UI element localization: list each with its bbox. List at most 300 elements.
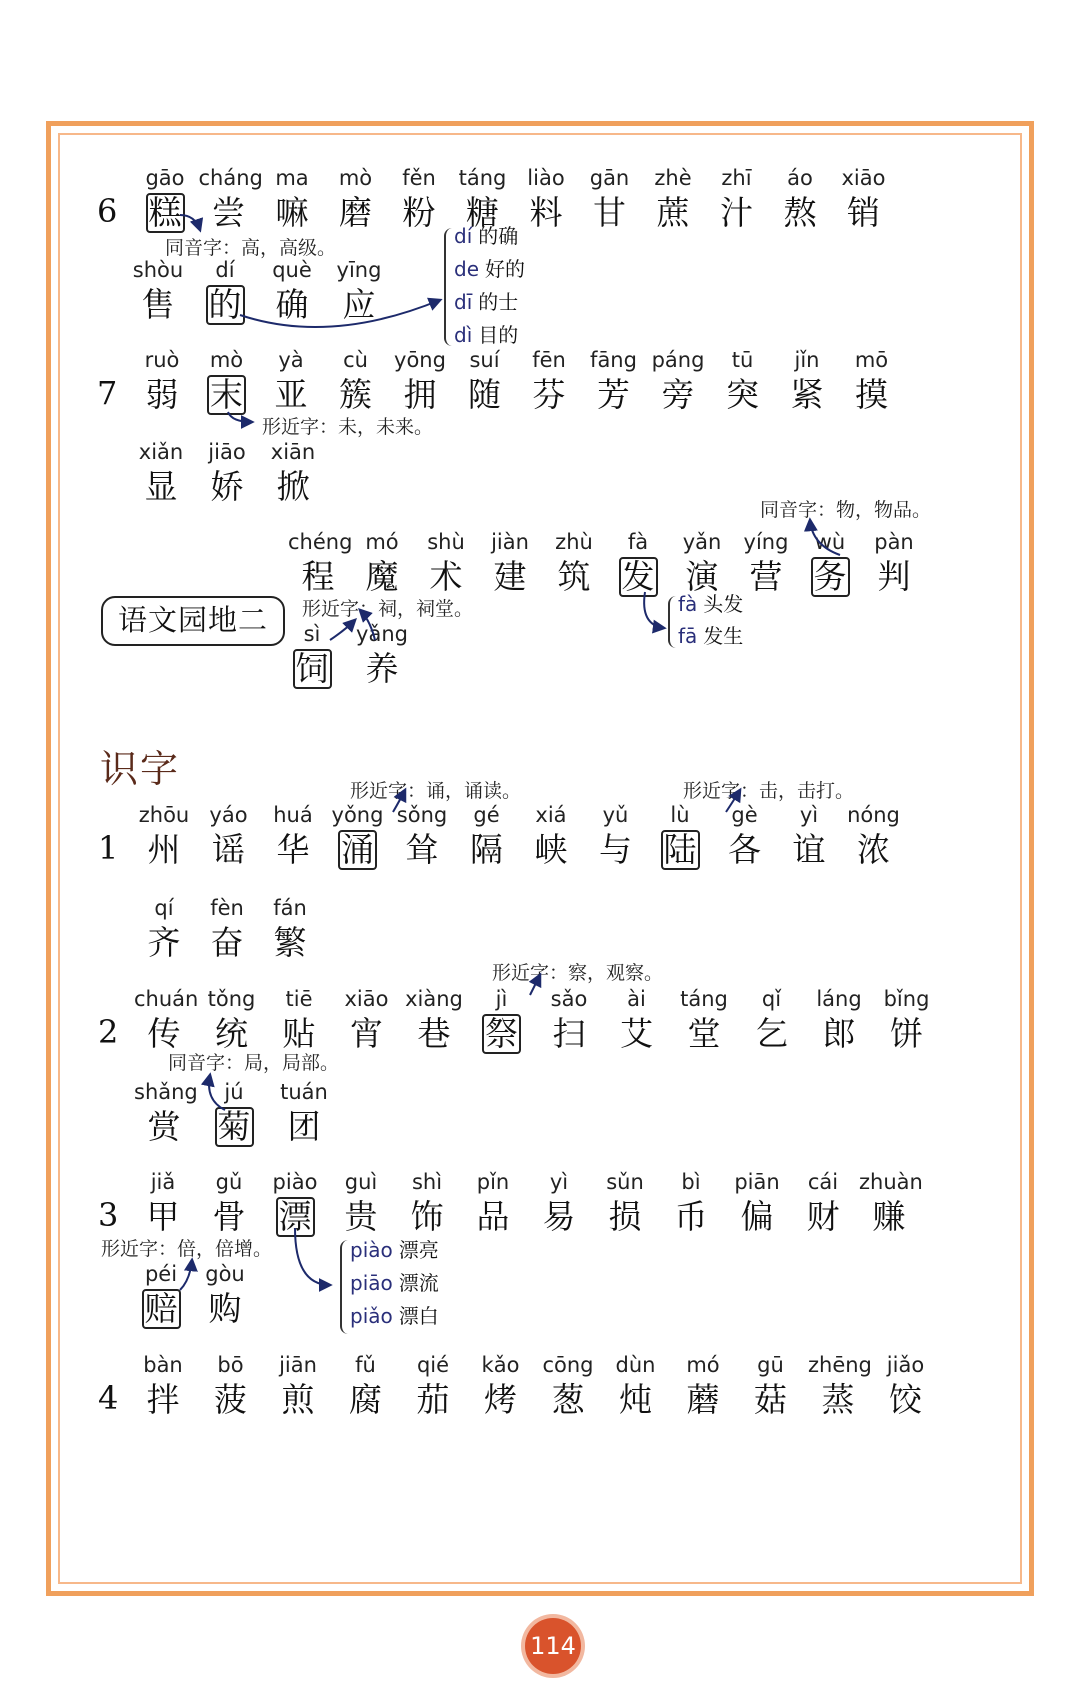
character (876, 1353, 936, 1421)
pinyin: xiān (270, 440, 316, 464)
reading-entry (350, 1267, 439, 1300)
character (741, 1353, 801, 1421)
pinyin: mō (854, 348, 889, 372)
character (331, 1170, 391, 1238)
highlighted-character (204, 1080, 264, 1148)
character (195, 1262, 255, 1330)
reading-pinyin: dì (454, 323, 473, 347)
pinyin: yì (549, 1170, 569, 1194)
reading-entry (350, 1234, 439, 1267)
hanzi: 汁 (720, 193, 753, 232)
item-number: 7 (97, 374, 118, 412)
pinyin: nóng (847, 803, 900, 827)
pinyin: bì (681, 1170, 701, 1194)
character (529, 1170, 589, 1238)
character (842, 348, 902, 416)
item-number: 2 (98, 1013, 119, 1051)
hanzi: 涌 (328, 829, 388, 871)
hanzi: 熬 (783, 193, 817, 232)
pinyin: dùn (615, 1353, 656, 1377)
pinyin: qié (416, 1353, 450, 1377)
character (643, 166, 703, 234)
hanzi: 葱 (551, 1380, 585, 1419)
pinyin: jiǎo (886, 1353, 925, 1377)
character (736, 530, 796, 598)
pinyin: láng (816, 987, 862, 1011)
item-number: 1 (98, 829, 119, 867)
character (128, 258, 188, 326)
hanzi: 耸 (405, 830, 439, 869)
character (403, 1353, 463, 1421)
reading-word: 的确 (478, 224, 519, 248)
hanzi: 华 (276, 830, 310, 869)
highlighted-character (135, 166, 195, 234)
hanzi: 齐 (147, 923, 181, 962)
pinyin: bō (217, 1353, 244, 1377)
pinyin: shù (427, 530, 465, 554)
character (539, 987, 599, 1055)
character (352, 530, 412, 598)
character (269, 987, 329, 1055)
pinyin: suí (469, 348, 500, 372)
reading-entry (350, 1300, 439, 1333)
pinyin: ài (627, 987, 646, 1011)
character (260, 896, 320, 964)
pinyin: jǐn (794, 348, 820, 372)
hanzi: 艾 (620, 1014, 653, 1053)
pinyin: jì (495, 987, 508, 1011)
hanzi: 发 (608, 556, 668, 598)
pinyin: xiǎn (138, 440, 184, 464)
character (197, 440, 257, 508)
hanzi: 统 (215, 1014, 248, 1053)
hanzi: 尝 (212, 193, 245, 232)
hanzi: 茄 (416, 1380, 450, 1419)
pinyin: páng (651, 348, 705, 372)
hanzi: 团 (287, 1107, 321, 1146)
pinyin: fāng (590, 348, 637, 372)
character (770, 166, 830, 234)
hanzi: 随 (468, 375, 501, 414)
hanzi: 陆 (650, 829, 710, 871)
hanzi: 筑 (557, 557, 591, 596)
hanzi: 料 (529, 193, 563, 232)
pinyin: bàn (143, 1353, 183, 1377)
character (519, 348, 579, 416)
hanzi: 养 (365, 649, 399, 688)
character (584, 348, 644, 416)
character (463, 1170, 523, 1238)
hanzi: 弱 (145, 375, 179, 414)
highlighted-character (608, 530, 668, 598)
pinyin: tiē (285, 987, 313, 1011)
pinyin: què (272, 258, 312, 282)
pinyin: pàn (874, 530, 914, 554)
pinyin: xiàng (405, 987, 463, 1011)
pinyin: liào (527, 166, 565, 190)
pinyin: zhù (555, 530, 593, 554)
character (471, 1353, 531, 1421)
hanzi: 糕 (135, 192, 195, 234)
character (134, 803, 194, 871)
hanzi: 繁 (273, 923, 307, 962)
reading-word: 漂流 (398, 1271, 439, 1295)
item-number: 4 (98, 1379, 119, 1417)
pinyin: yǒng (331, 803, 384, 827)
character (262, 258, 322, 326)
reading-word: 好的 (485, 257, 525, 281)
pinyin: fěn (402, 166, 436, 190)
pinyin: mó (365, 530, 399, 554)
reading-pinyin: piào (350, 1238, 393, 1262)
reading-word: 目的 (478, 323, 519, 347)
hanzi: 拥 (403, 375, 437, 414)
highlighted-character (265, 1170, 325, 1238)
pinyin: yǎn (682, 530, 722, 554)
hanzi: 亚 (274, 375, 308, 414)
note-yong: 形近字：诵，诵读。 (350, 780, 522, 802)
character (263, 440, 323, 508)
note-mo: 形近字：未，未来。 (262, 416, 434, 438)
pinyin: qí (154, 896, 174, 920)
hanzi: 煎 (281, 1380, 315, 1419)
pinyin: tū (731, 348, 754, 372)
pinyin: chuán (134, 987, 199, 1011)
pinyin: gé (473, 803, 500, 827)
character (707, 166, 767, 234)
hanzi: 币 (674, 1197, 708, 1236)
character (521, 803, 581, 871)
hanzi: 旁 (661, 375, 695, 414)
hanzi: 赔 (131, 1288, 191, 1330)
pinyin: tuán (280, 1080, 328, 1104)
hanzi: 掀 (276, 467, 310, 506)
character (859, 1170, 923, 1238)
pinyin: yǎng (356, 622, 408, 646)
character (262, 166, 322, 234)
character (133, 1170, 193, 1238)
highlighted-character (328, 803, 388, 871)
hanzi: 漂 (265, 1196, 325, 1238)
item-number: 3 (98, 1196, 119, 1234)
pinyin: gāo (145, 166, 185, 190)
character (201, 1353, 261, 1421)
reading-word: 漂白 (398, 1304, 439, 1328)
character (389, 166, 449, 234)
character (834, 166, 894, 234)
pinyin: shǎng (134, 1080, 198, 1104)
pinyin: fǔ (355, 1353, 376, 1377)
pinyin: xiāo (841, 166, 886, 190)
reading-pinyin: fà (678, 592, 698, 616)
reading-entry (678, 588, 743, 620)
pinyin: fán (273, 896, 307, 920)
character (131, 440, 191, 508)
character (586, 803, 646, 871)
highlighted-character (472, 987, 532, 1055)
pinyin: mò (338, 166, 373, 190)
pinyin: xiāo (344, 987, 389, 1011)
brace-list-fa (678, 588, 743, 652)
pinyin: xiá (535, 803, 567, 827)
character (199, 803, 259, 871)
hanzi: 售 (141, 285, 175, 324)
character (715, 803, 775, 871)
character (326, 166, 386, 234)
pinyin: bǐng (883, 987, 930, 1011)
character (607, 987, 667, 1055)
hanzi: 确 (275, 285, 309, 324)
hanzi: 浓 (857, 830, 890, 869)
pinyin: péi (144, 1262, 178, 1286)
character (595, 1170, 655, 1238)
character (808, 1353, 872, 1421)
hanzi: 粉 (402, 193, 436, 232)
hanzi: 宵 (350, 1014, 383, 1053)
hanzi: 隔 (470, 830, 503, 869)
pinyin: zhōu (138, 803, 190, 827)
reading-pinyin: dí (454, 224, 473, 248)
pinyin: sǎo (550, 987, 588, 1011)
character (329, 258, 389, 326)
pinyin: lù (670, 803, 690, 827)
hanzi: 堂 (687, 1014, 721, 1053)
character (134, 1080, 198, 1148)
hanzi: 祭 (472, 1013, 532, 1055)
pinyin: tǒng (207, 987, 256, 1011)
hanzi: 糖 (466, 193, 499, 232)
pinyin: dí (215, 258, 235, 282)
pinyin: wù (814, 530, 846, 554)
pinyin: gǔ (215, 1170, 243, 1194)
character (397, 1170, 457, 1238)
character (544, 530, 604, 598)
reading-pinyin: piǎo (350, 1304, 393, 1328)
hanzi: 财 (806, 1197, 840, 1236)
character (352, 622, 412, 690)
hanzi: 嘛 (275, 193, 309, 232)
character (674, 987, 734, 1055)
pinyin: gān (589, 166, 630, 190)
pinyin: gū (757, 1353, 784, 1377)
hanzi: 州 (147, 830, 181, 869)
hanzi: 摸 (855, 375, 888, 414)
pinyin: chéng (288, 530, 353, 554)
pinyin: yíng (743, 530, 789, 554)
pinyin: zhuàn (859, 1170, 923, 1194)
pinyin: sǒng (396, 803, 448, 827)
character (538, 1353, 598, 1421)
pinyin: kǎo (481, 1353, 520, 1377)
character (516, 166, 576, 234)
pinyin: fēn (532, 348, 566, 372)
hanzi: 突 (726, 375, 759, 414)
character (661, 1170, 721, 1238)
highlighted-character (197, 348, 257, 416)
hanzi: 魔 (365, 557, 399, 596)
character (268, 1353, 328, 1421)
hanzi: 饺 (889, 1380, 922, 1419)
hanzi: 贴 (282, 1014, 316, 1053)
hanzi: 蘑 (686, 1380, 720, 1419)
hanzi: 蒸 (821, 1380, 855, 1419)
hanzi: 拌 (146, 1380, 180, 1419)
reading-pinyin: dī (454, 290, 473, 314)
pinyin: piān (734, 1170, 780, 1194)
yuwen-garden-label: 语文园地二 (101, 596, 285, 646)
character (673, 1353, 733, 1421)
pinyin: áo (787, 166, 813, 190)
reading-entry (454, 220, 525, 253)
pinyin: mó (686, 1353, 720, 1377)
pinyin: zhī (721, 166, 752, 190)
hanzi: 巷 (417, 1014, 451, 1053)
character (877, 987, 937, 1055)
hanzi: 营 (749, 557, 783, 596)
pinyin: zhēng (808, 1353, 872, 1377)
hanzi: 谣 (212, 830, 245, 869)
character (202, 987, 262, 1055)
hanzi: 程 (301, 557, 335, 596)
character (263, 803, 323, 871)
pinyin: jú (224, 1080, 244, 1104)
hanzi: 紧 (790, 375, 824, 414)
character (404, 987, 464, 1055)
highlighted-character (800, 530, 860, 598)
character (199, 1170, 259, 1238)
pinyin: sì (303, 622, 321, 646)
pinyin: yà (278, 348, 304, 372)
character (416, 530, 476, 598)
reading-word: 的士 (478, 290, 519, 314)
pinyin: táng (458, 166, 507, 190)
pinyin: ma (275, 166, 309, 190)
pinyin: yǔ (602, 803, 629, 827)
hanzi: 饲 (282, 648, 342, 690)
hanzi: 饼 (890, 1014, 923, 1053)
pinyin: yīng (336, 258, 382, 282)
pinyin: zhè (654, 166, 692, 190)
hanzi: 偏 (740, 1197, 774, 1236)
hanzi: 易 (542, 1197, 576, 1236)
character (134, 987, 199, 1055)
hanzi: 应 (342, 285, 376, 324)
character (274, 1080, 334, 1148)
hanzi: 磨 (339, 193, 372, 232)
character (134, 896, 194, 964)
hanzi: 甲 (146, 1197, 180, 1236)
reading-entry (454, 319, 525, 352)
pinyin: fà (627, 530, 649, 554)
reading-entry (678, 620, 743, 652)
hanzi: 峡 (534, 830, 568, 869)
hanzi: 骨 (212, 1197, 246, 1236)
note-ju: 同音字：局，局部。 (168, 1052, 340, 1074)
reading-pinyin: de (454, 257, 479, 281)
pinyin: shòu (132, 258, 184, 282)
hanzi: 奋 (210, 923, 244, 962)
pinyin: yì (799, 803, 819, 827)
note-si: 形近字：祠，祠堂。 (302, 598, 474, 620)
pinyin: guì (344, 1170, 378, 1194)
hanzi: 芳 (597, 375, 630, 414)
hanzi: 术 (429, 557, 463, 596)
hanzi: 簇 (339, 375, 372, 414)
pinyin: pǐn (476, 1170, 510, 1194)
character (392, 803, 452, 871)
character (793, 1170, 853, 1238)
character (457, 803, 517, 871)
character (326, 348, 386, 416)
pinyin: piào (272, 1170, 318, 1194)
hanzi: 芬 (532, 375, 566, 414)
pinyin: jiàn (491, 530, 529, 554)
highlighted-character (195, 258, 255, 326)
hanzi: 显 (144, 467, 178, 506)
character (390, 348, 450, 416)
hanzi: 菊 (204, 1106, 264, 1148)
hanzi: 菇 (754, 1380, 787, 1419)
hanzi: 的 (195, 284, 255, 326)
hanzi: 购 (208, 1289, 242, 1328)
hanzi: 乞 (755, 1014, 788, 1053)
pinyin: gòu (205, 1262, 245, 1286)
note-ji: 形近字：察，观察。 (492, 962, 664, 984)
pinyin: cōng (542, 1353, 594, 1377)
pinyin: yōng (394, 348, 446, 372)
brace-list-de (454, 220, 525, 352)
highlighted-character (131, 1262, 191, 1330)
item-number: 6 (97, 192, 118, 230)
pinyin: sǔn (606, 1170, 644, 1194)
hanzi: 菠 (214, 1380, 247, 1419)
highlighted-character (650, 803, 710, 871)
reading-word: 漂亮 (398, 1238, 439, 1262)
hanzi: 谊 (792, 830, 826, 869)
hanzi: 赚 (872, 1197, 906, 1236)
character (864, 530, 924, 598)
hanzi: 末 (197, 374, 257, 416)
note-pei: 形近字：倍，倍增。 (101, 1238, 273, 1260)
note-lu: 形近字：击，击打。 (683, 780, 855, 802)
character (455, 348, 515, 416)
hanzi: 销 (847, 193, 880, 232)
hanzi: 饰 (410, 1197, 444, 1236)
hanzi: 蔗 (656, 193, 690, 232)
character (133, 1353, 193, 1421)
hanzi: 贵 (344, 1197, 378, 1236)
character (336, 1353, 396, 1421)
character (480, 530, 540, 598)
character (713, 348, 773, 416)
pinyin: qǐ (761, 987, 782, 1011)
note-wu: 同音字：物，物品。 (760, 499, 932, 521)
reading-entry (454, 286, 525, 319)
pinyin: cháng (198, 166, 263, 190)
reading-word: 发生 (703, 624, 744, 648)
character (844, 803, 904, 871)
pinyin: táng (680, 987, 728, 1011)
hanzi: 炖 (619, 1380, 652, 1419)
character (261, 348, 321, 416)
hanzi: 甘 (593, 193, 626, 232)
character (809, 987, 869, 1055)
hanzi: 损 (608, 1197, 642, 1236)
character (197, 896, 257, 964)
page-number: 114 (525, 1618, 581, 1674)
character (779, 803, 839, 871)
character (742, 987, 802, 1055)
